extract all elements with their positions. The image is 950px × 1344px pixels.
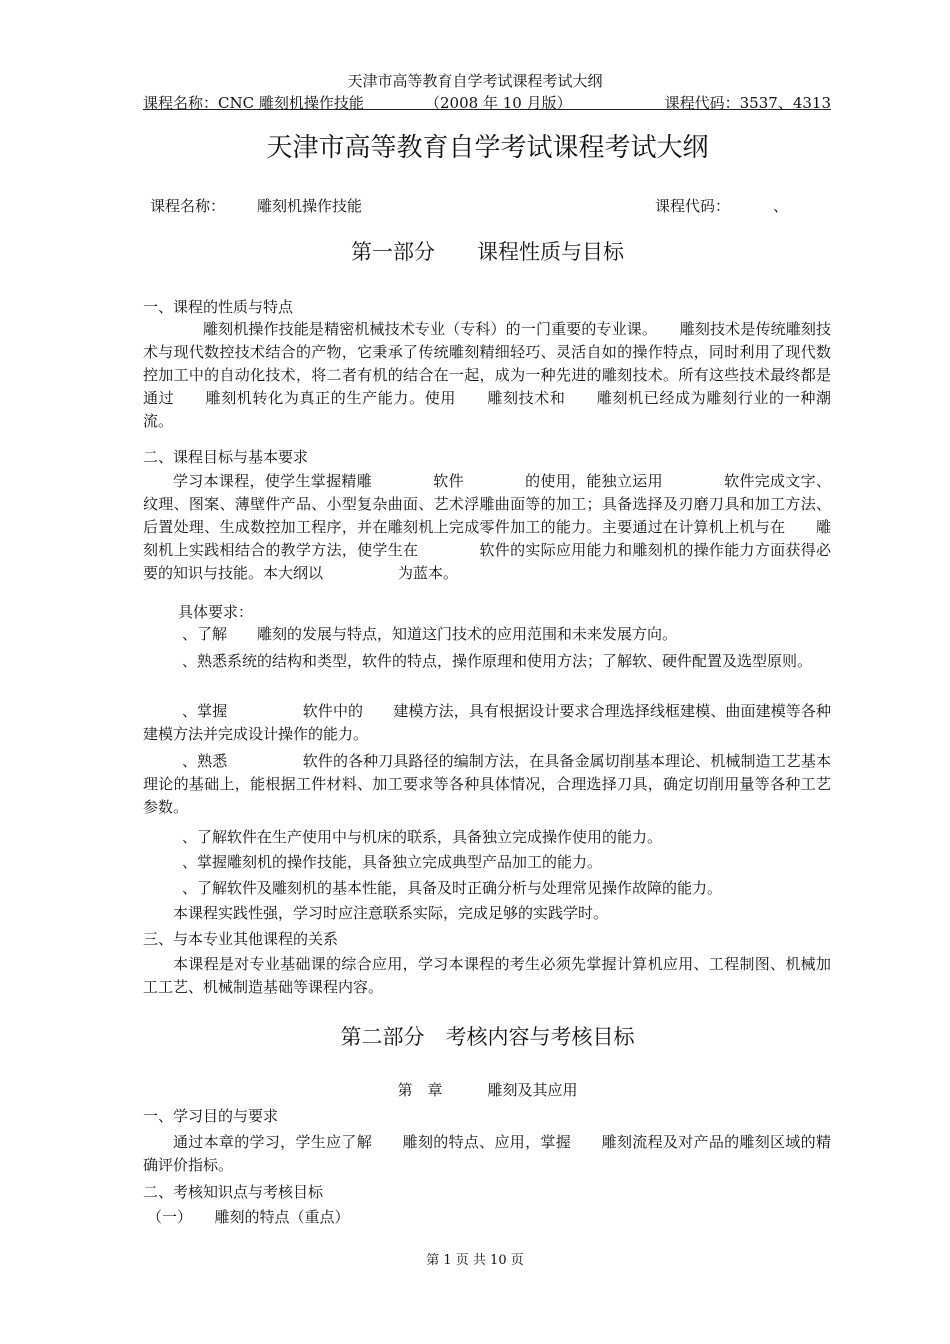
part1-title: 第一部分 课程性质与目标 <box>351 240 624 264</box>
chapter-title: 第 章 雕刻及其应用 <box>397 1081 578 1099</box>
part2-section1-title: 一、学习目的与要求 <box>143 1107 279 1125</box>
part2-subsection-title: （一） 雕刻的特点（重点） <box>147 1208 350 1226</box>
header-course-code: 课程代码：3537、4313 <box>664 94 831 112</box>
part2-section1-paragraph: 通过本章的学习，学生应了解 雕刻的特点、应用，掌握 雕刻流程及对产品的雕刻区域的精确评价指标。 <box>143 1133 831 1174</box>
part1-section2-paragraph: 学习本课程，使学生掌握精雕 软件 的使用，能独立运用 软件完成文字、纹理、图案、薄壁件产品、小型复杂曲面、艺术浮雕曲面等的加工；具备选择及刃磨刀具和加工方法、后置处理、生成数控加工程序，并在雕刻机上完成零件加工的能力。主要通过在计算机上机与在 雕刻机上实践相结合的教学方法，使学生在 软件的实际应用能力和雕刻机的操作能力方面获得必要的知识与技能。本大纲以 为蓝本。 <box>143 472 831 582</box>
course-code-label: 课程代码： <box>655 197 731 215</box>
requirement-item: 、掌握 软件中的 建模方法，具有根据设计要求合理选择线框建模、曲面建模等各种建模方法并完成设计操作的能力。 <box>143 702 831 743</box>
part1-section3-title: 三、与本专业其他课程的关系 <box>143 930 339 948</box>
requirement-item: 、熟悉系统的结构和类型，软件的特点，操作原理和使用方法；了解软、硬件配置及选型原则。 <box>182 652 813 670</box>
header-edition: （2008 年 10 月版） <box>425 94 572 112</box>
part1-section2-title: 二、课程目标与基本要求 <box>143 448 309 466</box>
part2-section2-title: 二、考核知识点与考核目标 <box>143 1183 324 1201</box>
header-course-name: 课程名称：CNC 雕刻机操作技能 <box>143 94 364 112</box>
requirements-label: 具体要求： <box>178 603 254 621</box>
header-divider <box>143 109 831 110</box>
part1-section1-title: 一、课程的性质与特点 <box>143 298 294 316</box>
requirement-item: 、了解软件在生产使用中与机床的联系，具备独立完成操作使用的能力。 <box>182 828 663 846</box>
requirement-item: 、熟悉 软件的各种刀具路径的编制方法，在具备金属切削基本理论、机械制造工艺基本理论的基础上，能根据工件材料、加工要求等各种具体情况，合理选择刀具，确定切削用量等各种工艺参数。 <box>143 752 831 816</box>
requirement-item: 、了解 雕刻的发展与特点，知道这门技术的应用范围和未来发展方向。 <box>182 625 678 643</box>
part1-section1-paragraph: 雕刻机操作技能是精密机械技术专业（专科）的一门重要的专业课。 雕刻技术是传统雕刻技术与现代数控技术结合的产物，它秉承了传统雕刻精细轻巧、灵活自如的操作特点，同时利用了现代数控加工中的自动化技术，将二者有机的结合在一起，成为一种先进的雕刻技术。所有这些技术最终都是通过 雕刻机转化为真正的生产能力。使用 雕刻技术和 雕刻机已经成为雕刻行业的一种潮流。 <box>143 320 831 430</box>
course-code-value: 、 <box>773 197 789 215</box>
header-title: 天津市高等教育自学考试课程考试大纲 <box>347 72 603 90</box>
page-footer: 第 1 页 共 10 页 <box>426 1253 524 1268</box>
part1-section3-paragraph: 本课程是对专业基础课的综合应用，学习本课程的考生必须先掌握计算机应用、工程制图、机械加工工艺、机械制造基础等课程内容。 <box>143 955 831 996</box>
course-name-label: 课程名称： <box>150 197 226 215</box>
requirement-item: 、了解软件及雕刻机的基本性能，具备及时正确分析与处理常见操作故障的能力。 <box>182 879 723 897</box>
requirement-item: 、掌握雕刻机的操作技能，具备独立完成典型产品加工的能力。 <box>182 853 603 871</box>
document-title: 天津市高等教育自学考试课程考试大纲 <box>266 133 709 163</box>
course-name-value: 雕刻机操作技能 <box>257 197 363 215</box>
part2-title: 第二部分 考核内容与考核目标 <box>340 1025 635 1049</box>
practice-note: 本课程实践性强，学习时应注意联系实际，完成足够的实践学时。 <box>173 904 609 922</box>
